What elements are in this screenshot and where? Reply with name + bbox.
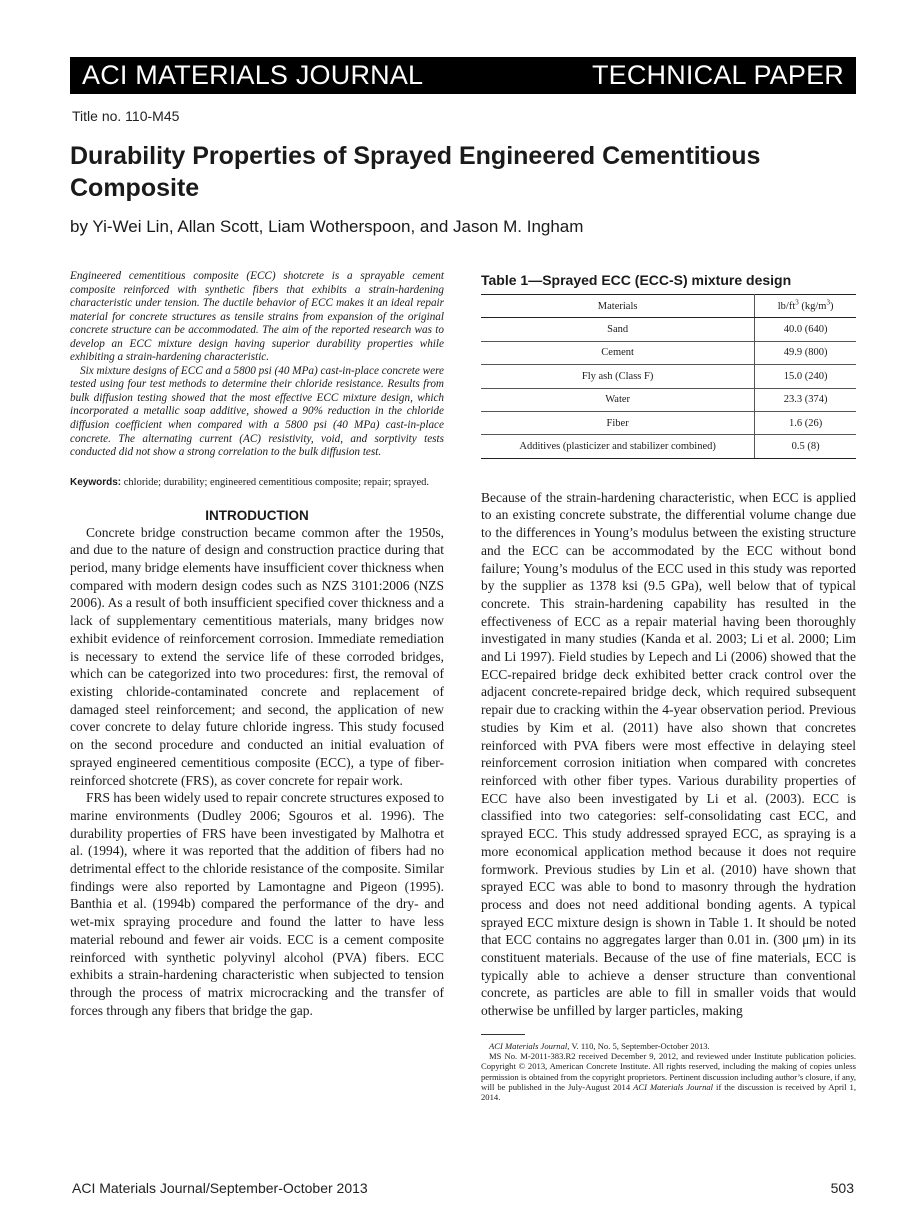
- table-row: [481, 411, 856, 434]
- title-number: Title no. 110-M45: [72, 108, 180, 124]
- journal-name: ACI MATERIALS JOURNAL: [82, 60, 424, 90]
- material-cell: Sand: [481, 318, 755, 341]
- material-cell: Fly ash (Class F): [481, 365, 755, 388]
- introduction-paragraph-2: FRS has been widely used to repair concrete structures exposed to marine environments (Dudley 2006; Sgouros et al. 1996). The durability properties of FRS have been investigated by Malhotra et al. (1994), where it was reported that the addition of fibers had no detrimental effect to the chloride resistance of the composite. Similar findings were also reported by Lamontagne and Pigeon (1995). Banthia et al. (1994b) compared the performance of the dry- and wet-mix spraying procedure and found the latter to have less material rebound and fewer air voids. ECC is a cement composite reinforced with synthetic polyvinyl alcohol (PVA) fibers. ECC exhibits a strain-hardening characteristic when subjected to tension through the process of matrix microcracking and the transfer of forces through any fibers that bridge the gap.: [70, 790, 444, 1018]
- material-cell: Cement: [481, 341, 755, 364]
- authors-line: by Yi-Wei Lin, Allan Scott, Liam Wotherspoon, and Jason M. Ingham: [70, 217, 584, 236]
- footnote-ms-line: [481, 1051, 856, 1102]
- footnote-journal-name: ACI Materials Journal: [489, 1040, 568, 1051]
- header-materials: Materials: [481, 295, 755, 318]
- abstract-paragraph-1: Engineered cementitious composite (ECC) shotcrete is a sprayable cement composite reinforced with synthetic fibers that exhibits a strain-hardening characteristic under tension. The ductile behavior of ECC makes it an ideal repair material for concrete structures as tensile strains from expansion of the original concrete structure can be accommodated. The aim of the reported research was to develop an ECC mixture design having superior durability properties while exhibiting a strain-hardening characteristic.: [70, 270, 444, 364]
- value-cell: 49.9 (800): [755, 341, 856, 364]
- value-cell: 15.0 (240): [755, 365, 856, 388]
- table-caption: Table 1—Sprayed ECC (ECC-S) mixture design: [481, 272, 792, 288]
- material-cell: Fiber: [481, 411, 755, 434]
- footnote-ms-end: if the discussion is received by April 1, 2014.: [481, 1082, 856, 1103]
- footnote-ms-journal: ACI Materials Journal: [633, 1082, 714, 1093]
- header-units-superscript: 3: [826, 298, 830, 307]
- table-header-row: [481, 295, 856, 318]
- left-column: [70, 270, 444, 1019]
- introduction-body: [70, 524, 444, 1020]
- footer-journal: ACI Materials Journal/September-October 2013: [72, 1180, 368, 1196]
- paper-title: Durability Properties of Sprayed Engineered Cementitious Composite: [70, 142, 761, 202]
- header-units-superscript: 3: [795, 298, 799, 307]
- abstract: [70, 270, 444, 460]
- keywords-label: Keywords:: [70, 476, 122, 488]
- abstract-paragraph-2: Six mixture designs of ECC and a 5800 psi (40 MPa) cast-in-place concrete were tested using four test methods to determine their chloride resistance. Results from bulk diffusion testing showed that the most effective ECC mixture design, which incorporated a metallic soap additive, showed a 90% reduction in the chloride diffusion coefficient when compared with a 5800 psi (40 MPa) cast-in-place concrete. The alternating current (AC) resistivity, void, and sorptivity tests conducted did not show a strong correlation to the bulk diffusion test.: [70, 364, 444, 459]
- table-row: [481, 388, 856, 411]
- material-cell: Additives (plasticizer and stabilizer combined): [481, 435, 755, 458]
- table-row: [481, 435, 856, 458]
- keywords: [70, 476, 444, 489]
- footnote: [481, 1041, 856, 1103]
- footnote-journal-line: [481, 1041, 856, 1051]
- page-number: 503: [830, 1180, 854, 1196]
- value-cell: 23.3 (374): [755, 388, 856, 411]
- keywords-text: chloride; durability; engineered cementitious composite; repair; sprayed.: [121, 476, 430, 488]
- value-cell: 1.6 (26): [755, 411, 856, 434]
- header-units-part: lb/ft: [777, 300, 796, 312]
- right-column: [481, 270, 856, 1103]
- journal-banner: [70, 57, 856, 94]
- material-cell: Water: [481, 388, 755, 411]
- value-cell: 0.5 (8): [755, 435, 856, 458]
- header-units-part: ): [829, 300, 834, 312]
- header-units-part: (kg/m: [798, 300, 827, 312]
- footnote-rule: [481, 1034, 525, 1035]
- mixture-design-table: [481, 294, 856, 459]
- paper-type: TECHNICAL PAPER: [591, 60, 844, 90]
- footnote-journal-rest: , V. 110, No. 5, September-October 2013.: [567, 1040, 710, 1051]
- value-cell: 40.0 (640): [755, 318, 856, 341]
- footnote-ms-text: MS No. M-2011-383.R2 received December 9, 2012, and reviewed under Institute publication policies. Copyright © 2013, American Concrete Institute. All rights reserved, including the making of copies unless permission is obtained from the copyright proprietors. Pertinent discussion including author’s closure, if any, will be published in the July-August 2014: [481, 1051, 856, 1093]
- table-row: [481, 365, 856, 388]
- table-row: [481, 318, 856, 341]
- right-body: [481, 489, 856, 1020]
- table-row: [481, 341, 856, 364]
- introduction-heading: INTRODUCTION: [205, 507, 309, 523]
- right-body-paragraph: Because of the strain-hardening characteristic, when ECC is applied to an existing concrete substrate, the differential volume change due to the differences in Young’s modulus between the existing structure and the ECC can be accommodated by the ECC without bond failure; Young’s modulus of the ECC used in this study was reported by the supplier as 1378 ksi (9.5 GPa), well below that of typical concrete. This strain-hardening capability has resulted in the effectiveness of ECC as a repair material having been thoroughly investigated in many studies (Kanda et al. 2003; Li et al. 2000; Lim and Li 1997). Field studies by Lepech and Li (2006) showed that the ECC-repaired bridge deck exhibited better crack control over the adjacent concrete-repaired bridge deck, which required subsequent repair due to cracking within the 4-year observation period. Previous studies by Kim et al. (2011) have also shown that concretes reinforced with PVA fibers were most effective in delaying steel reinforcement corrosion initiation when compared with concretes reinforced with other fiber types. Various durability properties of ECC have also been investigated by Li et al. (2003). ECC is classified into two categories: self-consolidating cast ECC, and sprayed ECC. This study addressed sprayed ECC, as spraying is a more economical application method because it does not require formwork. Previous studies by Lin et al. (2010) have shown that sprayed ECC was able to bond to masonry through the hydration process and does not need additional bonding agents. A typical sprayed ECC mixture design is shown in Table 1. It should be noted that ECC contains no aggregates larger than 0.01 in. (300 μm) in its constituent materials. Because of the use of fine materials, ECC is typically able to achieve a denser structure than conventional concrete, as particles are able to fill in smaller voids that would otherwise be unfilled by larger particles, making: [481, 489, 856, 1019]
- header-units: [755, 295, 856, 318]
- introduction-paragraph-1: Concrete bridge construction became common after the 1950s, and due to the nature of design and construction practice during that period, many bridge elements have insufficient cover thickness when compared with modern design codes such as NZS 3101:2006 (NZS 2006). As a result of both insufficient specified cover thickness and a lack of supplementary cementitious materials, many bridges now exhibit evidence of reinforcement corrosion. Immediate remediation is necessary to extend the service life of these corroded bridges, which can be categorized into two procedures: first, the removal of existing chloride-contaminated concrete and replacement of damaged steel reinforcement; and second, the application of new cover concrete to delay future chloride ingress. This study focused on the second procedure and conducted an initial evaluation of sprayed engineered cementitious composite (ECC), a type of fiber-reinforced shotcrete (FRS), as cover concrete for repair work.: [70, 524, 444, 788]
